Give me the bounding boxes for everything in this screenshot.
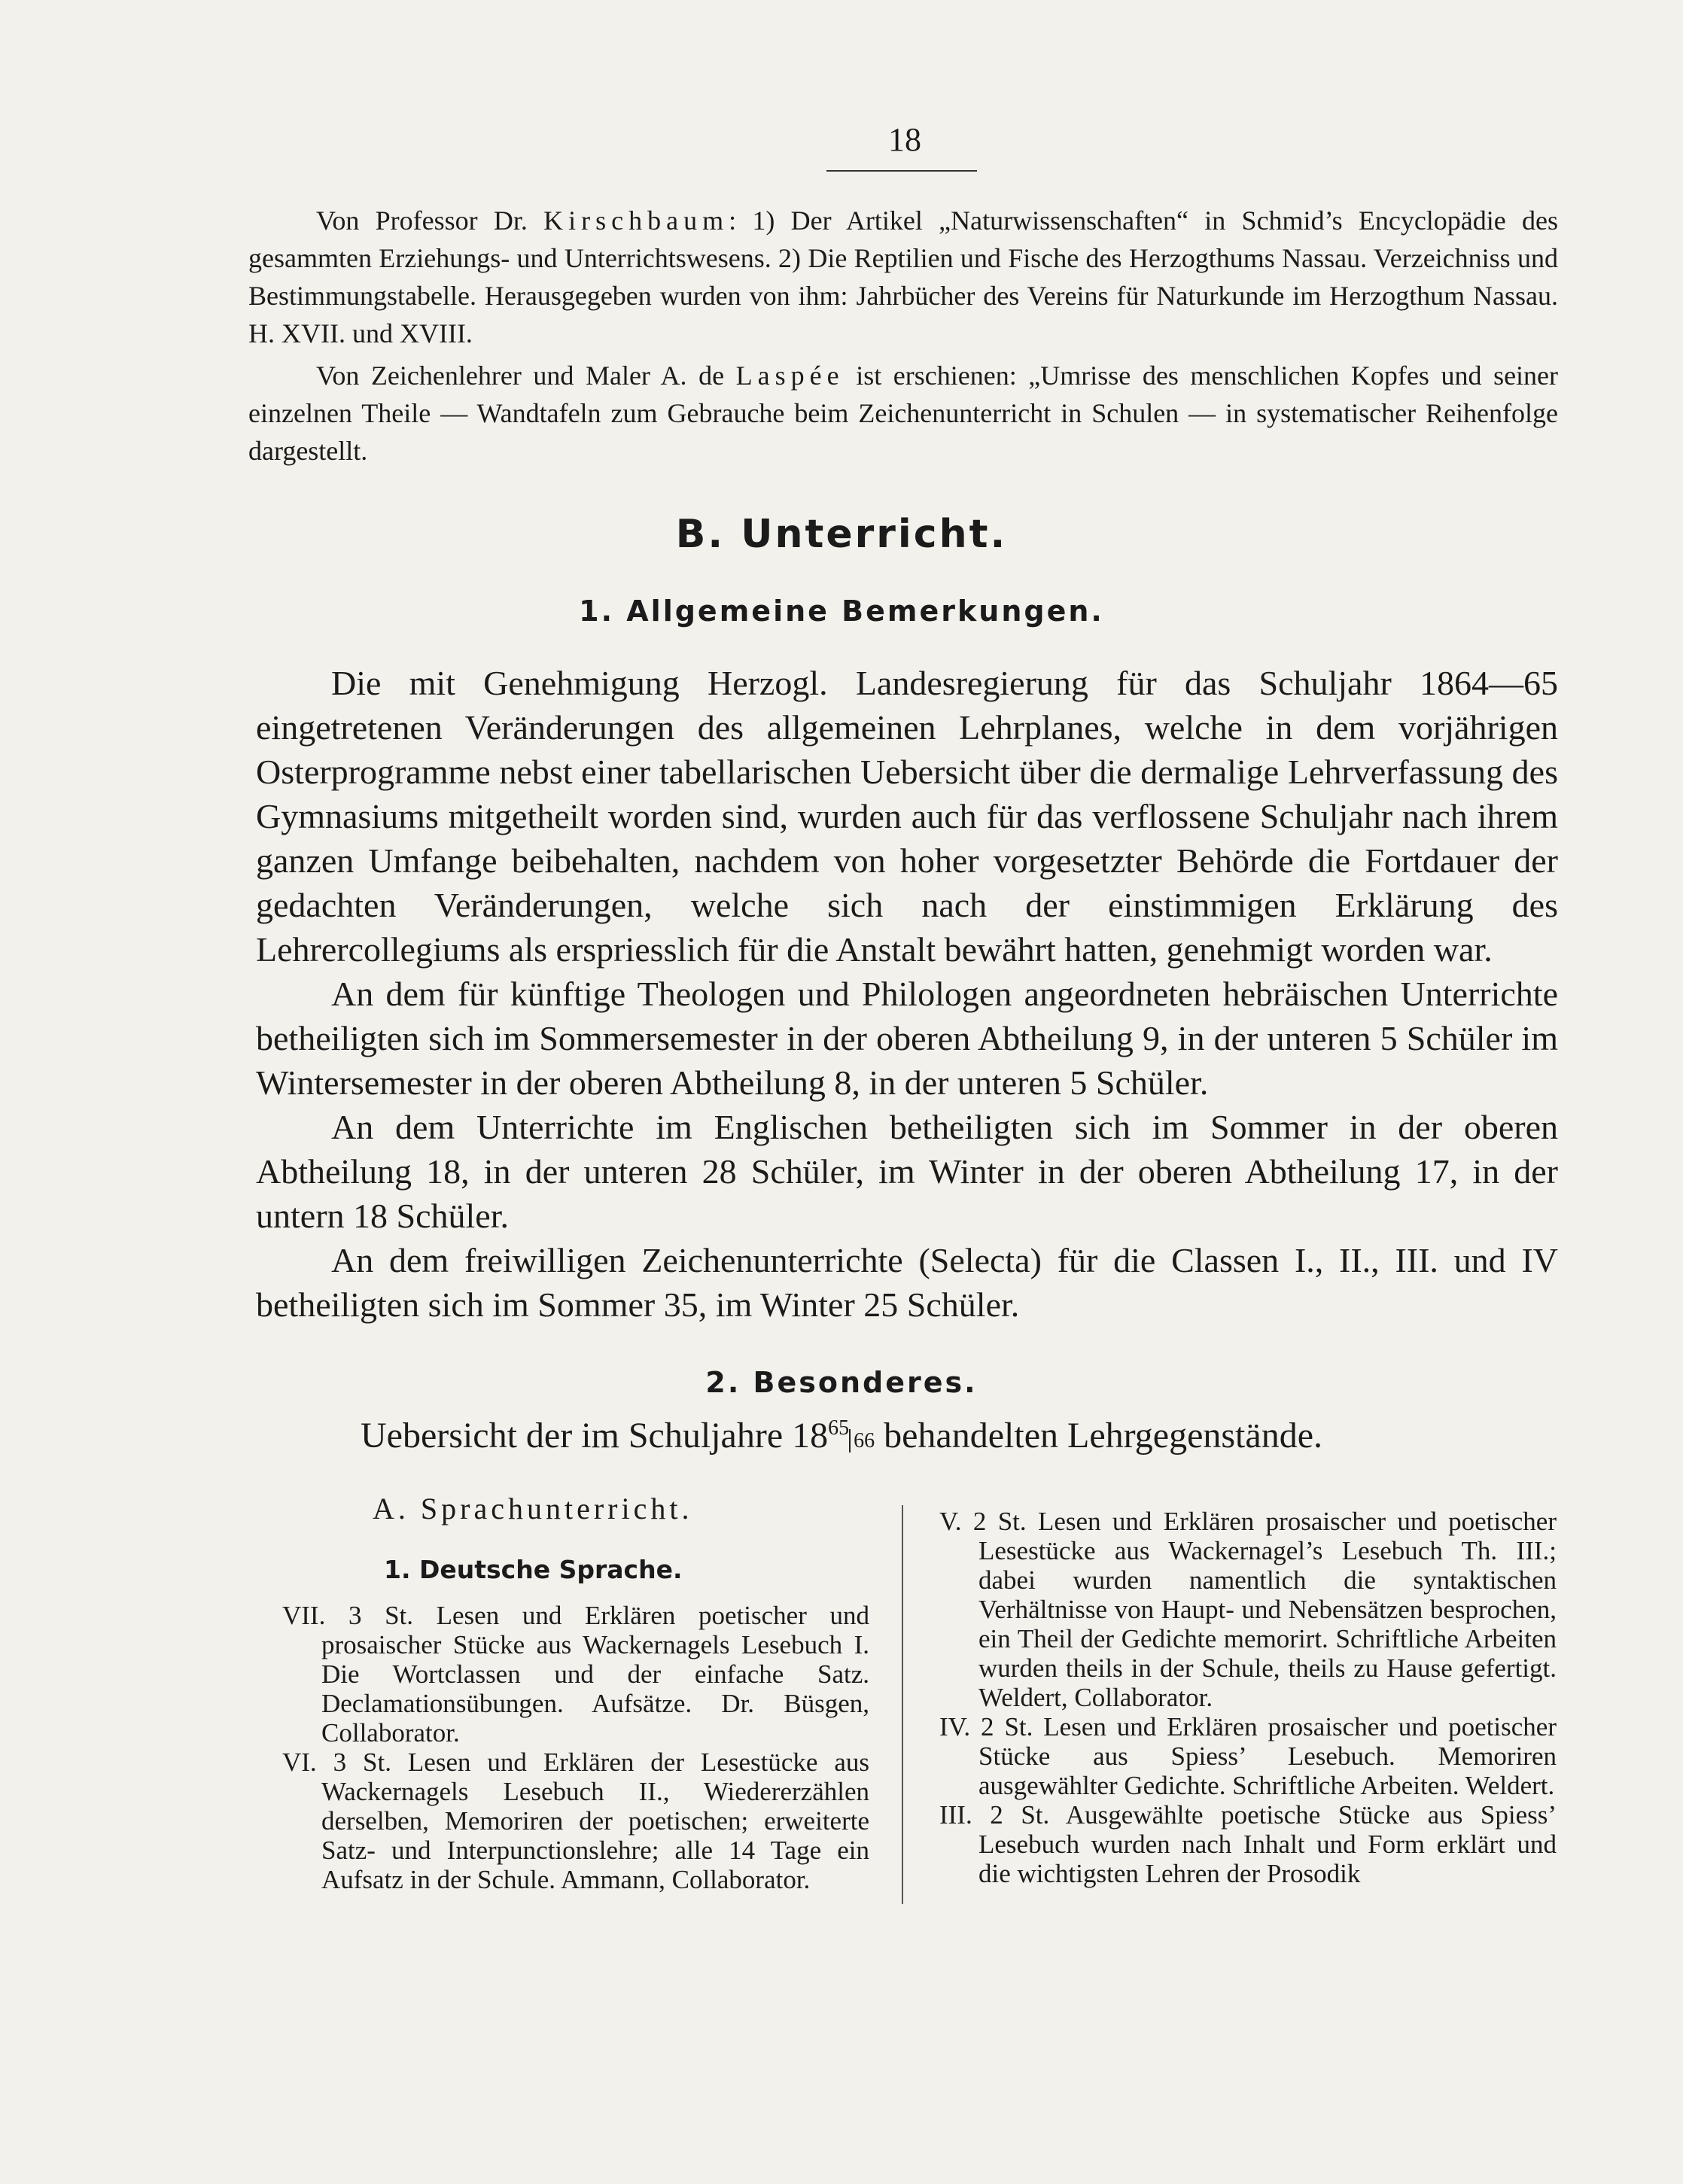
intro-paragraph-2 xyxy=(248,357,1558,470)
page-number-ornament xyxy=(826,166,977,172)
left-column-subheading: 1. Deutsche Sprache. xyxy=(384,1555,683,1584)
entry-iv: IV. 2 St. Lesen und Erklären prosaischer und poetischer Stücke aus Spiess’ Lesebuch. Memoriren ausgewählter Gedichte. Schriftliche Arbeiten. Weldert. xyxy=(939,1712,1557,1800)
entry-vi: VI. 3 St. Lesen und Erklären der Lesestücke aus Wackernagels Lesebuch II., Wiedererzählen derselben, Memoriren der poetischen; erweiterte Satz- und Interpunctionslehre; alle 14 Tage ein Aufsatz in der Schule. Ammann, Collaborator. xyxy=(282,1748,869,1894)
column-divider xyxy=(902,1505,903,1904)
intro-p1-pre: Von Professor Dr. xyxy=(316,205,528,236)
overview-pre: Uebersicht der im Schuljahre 18 xyxy=(360,1416,829,1455)
overview-sub: 66 xyxy=(849,1429,875,1452)
subheading-besonderes: 2. Besonderes. xyxy=(705,1366,978,1399)
subheading-allgemeine-bemerkungen: 1. Allgemeine Bemerkungen. xyxy=(579,595,1104,628)
entry-v: V. 2 St. Lesen und Erklären prosaischer und poetischer Lesestücke aus Wackernagel’s Lesebuch Th. III.; dabei wurden namentlich die syntaktischen Verhältnisse von Haupt- und Nebensätzen besprochen, ein Theil der Gedichte memorirt. Schriftliche Arbeiten wurden theils in der Schule, theils zu Hause gefertigt. Weldert, Collaborator. xyxy=(939,1507,1557,1712)
overview-post: behandelten Lehrgegenstände. xyxy=(884,1416,1322,1455)
left-column xyxy=(282,1494,869,1894)
overview-title xyxy=(0,1415,1683,1456)
intro-p1-name: Kirschbaum xyxy=(543,205,729,236)
section-heading-b: B. Unterricht. xyxy=(675,512,1008,557)
body-paragraph-3: An dem Unterrichte im Englischen betheiligten sich im Sommer in der oberen Abtheilung 18, in der unteren 28 Schüler, im Winter in der oberen Abtheilung 17, in der untern 18 Schüler. xyxy=(256,1108,1558,1235)
body-text xyxy=(256,661,1558,1327)
intro-p2-pre: Von Zeichenlehrer und Maler A. de xyxy=(316,360,725,391)
intro-paragraph-1 xyxy=(248,202,1558,352)
intro-p1-post: : 1) Der Artikel „Naturwissenschaften“ in Schmid’s Encyclopädie des gesammten Erziehungs- und Unterrichtswesens. 2) Die Reptilien und Fische des Herzogthums Nassau. Verzeichniss und Bestimmungstabelle. Herausgegeben wurden von ihm: Jahrbücher des Vereins für Naturkunde im Herzogthum Nassau. H. XVII. und XVIII. xyxy=(248,205,1559,348)
right-column xyxy=(939,1507,1557,1888)
left-column-heading: A. Sprachunterricht. xyxy=(373,1492,693,1525)
body-paragraph-1: Die mit Genehmigung Herzogl. Landesregierung für das Schuljahr 1864—65 eingetretenen Veränderungen des allgemeinen Lehrplanes, welche in dem vorjährigen Osterprogramme nebst einer tabellarischen Uebersicht über die dermalige Lehrverfassung des Gymnasiums mitgetheilt worden sind, wurden auch für das verflossene Schuljahr nach ihrem ganzen Umfange beibehalten, nachdem von hoher vorgesetzter Behörde die Fortdauer der gedachten Veränderungen, welche sich nach der einstimmigen Erklärung des Lehrercollegiums als erspriesslich für die Anstalt bewährt hatten, genehmigt worden war. xyxy=(256,664,1558,969)
page-number: 18 xyxy=(888,121,921,158)
entry-iii: III. 2 St. Ausgewählte poetische Stücke aus Spiess’ Lesebuch wurden nach Inhalt und Form erklärt und die wichtigsten Lehren der Prosodik xyxy=(939,1800,1557,1888)
intro-block xyxy=(248,202,1558,474)
intro-p2-name: Laspée xyxy=(735,360,845,391)
body-paragraph-4: An dem freiwilligen Zeichenunterrichte (Selecta) für die Classen I., II., III. und IV betheiligten sich im Sommer 35, im Winter 25 Schüler. xyxy=(256,1241,1558,1324)
entry-vii: VII. 3 St. Lesen und Erklären poetischer und prosaischer Stücke aus Wackernagels Lesebuch I. Die Wortclassen und der einfache Satz. Declamationsübungen. Aufsätze. Dr. Büsgen, Collaborator. xyxy=(282,1601,869,1748)
body-paragraph-2: An dem für künftige Theologen und Philologen angeordneten hebräischen Unterrichte betheiligten sich im Sommersemester in der oberen Abtheilung 9, in der unteren 5 Schüler im Wintersemester in der oberen Abtheilung 8, in der unteren 5 Schüler. xyxy=(256,975,1558,1102)
intro-p2-post: ist erschienen: „Umrisse des menschlichen Kopfes und seiner einzelnen Theile — Wandtafeln zum Gebrauche beim Zeichenunterricht in Schulen — in systematischer Reihenfolge dargestellt. xyxy=(248,360,1559,466)
overview-sup: 65 xyxy=(828,1416,850,1440)
